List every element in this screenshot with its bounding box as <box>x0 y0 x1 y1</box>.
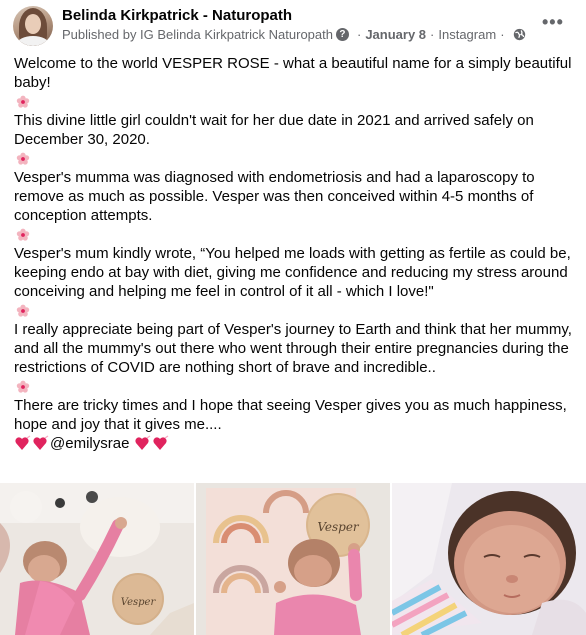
globe-icon <box>513 28 526 41</box>
post-paragraph: Vesper's mumma was diagnosed with endometriosis and had a laparoscopy to remove as much as possible. Vesper was then conceived within 4-5 months of conception attempts. <box>14 169 535 224</box>
post-paragraph: I really appreciate being part of Vesper's journey to Earth and think that her mummy, and all the mummy's out there who went through their entire pregnancies during the restrictions of COVID are nothing short of brave and incredible.. <box>14 321 572 376</box>
author-name[interactable]: Belinda Kirkpatrick - Naturopath <box>62 7 293 24</box>
heart-icons <box>14 435 50 456</box>
photo-baby-closeup[interactable] <box>392 483 586 635</box>
heart-icons <box>134 435 170 456</box>
author-avatar[interactable] <box>13 6 53 46</box>
photo-baby-pink-blanket[interactable] <box>0 483 194 635</box>
help-icon[interactable]: ? <box>336 28 349 41</box>
post-date[interactable]: January 8 <box>365 27 427 42</box>
photo-grid <box>0 483 586 635</box>
post-body <box>14 54 574 456</box>
flower-icon <box>14 377 574 396</box>
post-paragraph: There are tricky times and I hope that seeing Vesper gives you as much happiness, hope and joy that it gives me.... <box>14 397 567 433</box>
plaque-text: Vesper <box>120 597 156 608</box>
mention-link[interactable]: @emilysrae <box>50 435 130 452</box>
plaque-text: Vesper <box>317 520 359 534</box>
published-by-text[interactable]: Published by IG Belinda Kirkpatrick Naturopath <box>62 27 333 42</box>
more-options-button[interactable]: ••• <box>542 12 564 32</box>
separator-dot: · <box>430 27 435 42</box>
post-source: Instagram <box>438 27 497 42</box>
post-paragraph: Vesper's mum kindly wrote, “You helped me loads with getting as fertile as could be, keeping endo at bay with diet, giving me confidence and reducing my stress around conceiving and helping me feel in control of it all - which I love!" <box>14 245 571 300</box>
post-paragraph: This divine little girl couldn't wait for her due date in 2021 and arrived safely on December 30, 2020. <box>14 112 534 148</box>
flower-icon <box>14 149 574 168</box>
flower-icon <box>14 301 574 320</box>
flower-icon <box>14 92 574 111</box>
post-meta <box>62 27 526 42</box>
mention-line <box>14 434 574 456</box>
separator-dot: · <box>500 27 505 42</box>
separator-dot: · <box>356 27 362 42</box>
photo-baby-rainbow-blanket[interactable] <box>196 483 390 635</box>
post-paragraph: Welcome to the world VESPER ROSE - what a beautiful name for a simply beautiful baby! <box>14 55 572 91</box>
flower-icon <box>14 225 574 244</box>
post-header <box>0 0 586 50</box>
